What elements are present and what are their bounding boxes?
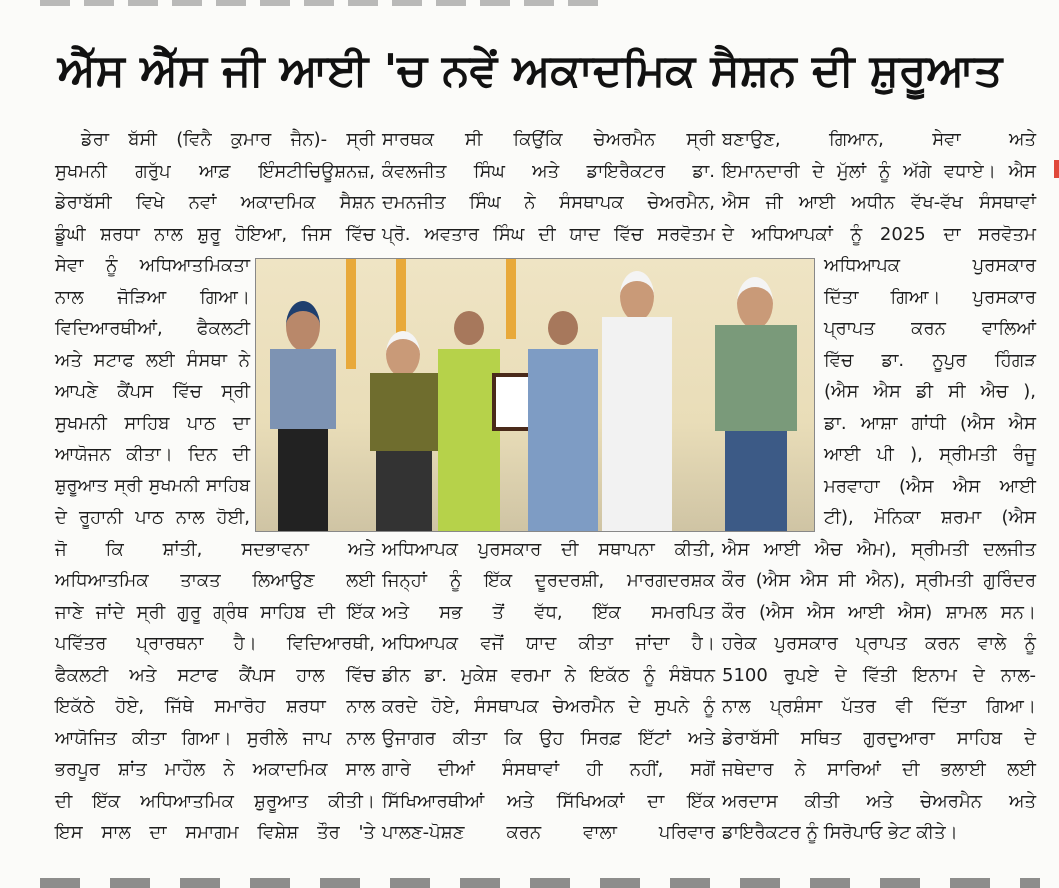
- article-line: ਇਕੱਠੇ ਹੋਏ, ਜਿੱਥੇ ਸਮਾਰੋਹ ਸ਼ਰਧਾ ਨਾਲ: [55, 696, 375, 717]
- article-line: ਨਾਲ ਜੋੜਿਆ ਗਿਆ।: [55, 286, 250, 308]
- article-line: (ਐਸ ਐਸ ਡੀ ਸੀ ਐਚ ),: [824, 381, 1036, 402]
- article-line: ਹਰੇਕ ਪੁਰਸਕਾਰ ਪ੍ਰਾਪਤ ਕਰਨ ਵਾਲੇ ਨੂੰ: [722, 633, 1036, 654]
- article-line: ਵਿਦਿਆਰਥੀਆਂ, ਫੈਕਲਟੀ: [55, 318, 250, 339]
- article-line: ਅਤੇ ਸਟਾਫ ਲਈ ਸੰਸਥਾ ਨੇ: [55, 349, 250, 371]
- article-line: ਸੁਖਮਨੀ ਸਾਹਿਬ ਪਾਠ ਦਾ: [55, 412, 250, 434]
- article-line: ਕੌਰ (ਐਸ ਐਸ ਸੀ ਐਨ), ਸ੍ਰੀਮਤੀ ਗੁਰਿੰਦਰ: [722, 570, 1036, 591]
- article-line: ਦੀ ਇੱਕ ਅਧਿਆਤਮਿਕ ਸ਼ੁਰੂਆਤ ਕੀਤੀ।: [55, 790, 375, 812]
- article-line: ਅਤੇ ਸਭ ਤੋਂ ਵੱਧ, ਇੱਕ ਸਮਰਪਿਤ: [382, 601, 715, 623]
- article-line: ਸਾਰਥਕ ਸੀ ਕਿਉਂਕਿ ਚੇਅਰਮੈਨ ਸ੍ਰੀ: [382, 129, 715, 150]
- article-line: ਡੇਰਾਬੱਸੀ ਵਿਖੇ ਨਵਾਂ ਅਕਾਦਮਿਕ ਸੈਸ਼ਨ: [55, 192, 375, 213]
- article-line: ਜੋ ਕਿ ਸ਼ਾਂਤੀ, ਸਦਭਾਵਨਾ ਅਤੇ: [55, 538, 375, 560]
- article-line: ਸੁਖਮਨੀ ਗਰੁੱਪ ਆਫ਼ ਇੰਸਟੀਚਿਊਸ਼ਨਜ਼,: [55, 160, 375, 182]
- person-figure: [266, 301, 338, 531]
- article-line: ਪ੍ਰਾਪਤ ਕਰਨ ਵਾਲਿਆਂ: [824, 318, 1036, 339]
- clipped-previous-article: [40, 0, 600, 6]
- article-line: ਪਵਿੱਤਰ ਪ੍ਰਾਰਥਨਾ ਹੈ। ਵਿਦਿਆਰਥੀ,: [55, 633, 375, 654]
- clipped-next-article: [40, 878, 1040, 888]
- person-figure: [524, 311, 602, 531]
- article-line: ਉਜਾਗਰ ਕੀਤਾ ਕਿ ਉਹ ਸਿਰਫ਼ ਇੱਟਾਂ ਅਤੇ: [382, 727, 715, 749]
- article-line: ਆਯੋਜਨ ਕੀਤਾ। ਦਿਨ ਦੀ: [55, 444, 250, 465]
- marigold-garland: [346, 259, 356, 369]
- article-line: ਡਾਇਰੈਕਟਰ ਨੂੰ ਸਿਰੋਪਾਓ ਭੇਟ ਕੀਤੇ।: [722, 822, 958, 843]
- page-edge-mark: [1054, 160, 1059, 178]
- event-photo: [255, 258, 815, 532]
- article-line: ਡਾ. ਆਸ਼ਾ ਗਾਂਧੀ (ਐਸ ਐਸ: [824, 412, 1036, 434]
- article-line: ਪਾਲਣ-ਪੋਸ਼ਣ ਕਰਨ ਵਾਲਾ ਪਰਿਵਾਰ: [382, 822, 715, 843]
- article-line: ਜਾਣੇ ਜਾਂਦੇ ਸ੍ਰੀ ਗੁਰੂ ਗ੍ਰੰਥ ਸਾਹਿਬ ਦੀ ਇੱਕ: [55, 601, 375, 623]
- article-line: ਡੇਰਾ ਬੱਸੀ (ਵਿਨੈ ਕੁਮਾਰ ਜੈਨ)- ਸ੍ਰੀ: [81, 129, 375, 150]
- article-line: ਭਰਪੂਰ ਸ਼ਾਂਤ ਮਾਹੌਲ ਨੇ ਅਕਾਦਮਿਕ ਸਾਲ: [55, 759, 375, 780]
- article-line: ਦੇ ਅਧਿਆਪਕਾਂ ਨੂੰ 2025 ਦਾ ਸਰਵੋਤਮ: [722, 223, 1036, 245]
- article-line: ਦਿੱਤਾ ਗਿਆ। ਪੁਰਸਕਾਰ: [824, 286, 1036, 308]
- article-line: ਬਣਾਉਣ, ਗਿਆਨ, ਸੇਵਾ ਅਤੇ: [722, 129, 1036, 150]
- article-line: ਡੂੰਘੀ ਸ਼ਰਧਾ ਨਾਲ ਸ਼ੁਰੂ ਹੋਇਆ, ਜਿਸ ਵਿੱਚ: [55, 223, 375, 245]
- article-line: ਸਿੱਖਿਆਰਥੀਆਂ ਅਤੇ ਸਿੱਖਿਅਕਾਂ ਦਾ ਇੱਕ: [382, 790, 715, 812]
- article-line: ਦੇ ਰੂਹਾਨੀ ਪਾਠ ਨਾਲ ਹੋਈ,: [55, 507, 250, 528]
- article-line: ਐਸ ਆਈ ਐਚ ਐਮ), ਸ੍ਰੀਮਤੀ ਦਲਜੀਤ: [722, 538, 1036, 560]
- article-line: ਅਧਿਆਪਕ ਪੁਰਸਕਾਰ ਦੀ ਸਥਾਪਨਾ ਕੀਤੀ,: [382, 538, 715, 560]
- article-line: ਪ੍ਰੋ. ਅਵਤਾਰ ਸਿੰਘ ਦੀ ਯਾਦ ਵਿੱਚ ਸਰਵੋਤਮ: [382, 223, 715, 245]
- article-line: ਕਰਦੇ ਹੋਏ, ਸੰਸਥਾਪਕ ਚੇਅਰਮੈਨ ਦੇ ਸੁਪਨੇ ਨੂੰ: [382, 696, 715, 717]
- article-line: ਕੌਰ (ਐਸ ਐਸ ਆਈ ਐਸ) ਸ਼ਾਮਲ ਸਨ।: [722, 601, 1036, 623]
- article-line: ਗਾਰੇ ਦੀਆਂ ਸੰਸਥਾਵਾਂ ਹੀ ਨਹੀਂ, ਸਗੋਂ: [382, 759, 715, 780]
- article-line: ਇਮਾਨਦਾਰੀ ਦੇ ਮੁੱਲਾਂ ਨੂੰ ਅੱਗੇ ਵਧਾਏ। ਐਸ: [722, 160, 1036, 182]
- article-line: ਫੈਕਲਟੀ ਅਤੇ ਸਟਾਫ ਕੈਂਪਸ ਹਾਲ ਵਿੱਚ: [55, 664, 375, 686]
- article-line: ਆਪਣੇ ਕੈਂਪਸ ਵਿੱਚ ਸ੍ਰੀ: [55, 381, 250, 402]
- article-line: ਦਮਨਜੀਤ ਸਿੰਘ ਨੇ ਸੰਸਥਾਪਕ ਚੇਅਰਮੈਨ,: [382, 192, 715, 213]
- article-line: ਸ਼ੁਰੂਆਤ ਸ੍ਰੀ ਸੁਖਮਨੀ ਸਾਹਿਬ: [55, 475, 250, 496]
- article-line: ਮਰਵਾਹਾ (ਐਸ ਐਸ ਆਈ: [824, 475, 1036, 497]
- article-line: ਟੀ), ਮੋਨਿਕਾ ਸ਼ਰਮਾ (ਐਸ: [824, 507, 1036, 528]
- article-line: ਆਈ ਪੀ ), ਸ੍ਰੀਮਤੀ ਰੰਜੂ: [824, 444, 1036, 465]
- article-line: ਜਿਨ੍ਹਾਂ ਨੂੰ ਇੱਕ ਦੂਰਦਰਸ਼ੀ, ਮਾਰਗਦਰਸ਼ਕ: [382, 570, 715, 591]
- article-line: ਨਾਲ ਪ੍ਰਸ਼ੰਸਾ ਪੱਤਰ ਵੀ ਦਿੱਤਾ ਗਿਆ।: [722, 696, 1036, 717]
- article-line: ਵਿੱਚ ਡਾ. ਨੂਪੁਰ ਹਿੰਗੜ: [824, 349, 1036, 371]
- article-line: ਡੀਨ ਡਾ. ਮੁਕੇਸ਼ ਵਰਮਾ ਨੇ ਇਕੱਠ ਨੂੰ ਸੰਬੋਧਨ: [382, 664, 715, 686]
- article-line: ਅਧਿਆਤਮਿਕ ਤਾਕਤ ਲਿਆਉਣ ਲਈ: [55, 570, 375, 591]
- article-line: ਅਰਦਾਸ ਕੀਤੀ ਅਤੇ ਚੇਅਰਮੈਨ ਅਤੇ: [722, 790, 1036, 812]
- headline: ਐੱਸ ਐੱਸ ਜੀ ਆਈ 'ਚ ਨਵੇਂ ਅਕਾਦਮਿਕ ਸੈਸ਼ਨ ਦੀ ਸ਼ੁਰੂਆਤ: [57, 45, 1003, 96]
- article-line: ਸੇਵਾ ਨੂੰ ਅਧਿਆਤਮਿਕਤਾ: [55, 255, 250, 276]
- article-line: 5100 ਰੁਪਏ ਦੇ ਵਿੱਤੀ ਇਨਾਮ ਦੇ ਨਾਲ-: [722, 664, 1036, 686]
- person-figure: [711, 277, 801, 531]
- article-line: ਐਸ ਜੀ ਆਈ ਅਧੀਨ ਵੱਖ-ਵੱਖ ਸੰਸਥਾਵਾਂ: [722, 192, 1036, 213]
- article-line: ਕੰਵਲਜੀਤ ਸਿੰਘ ਅਤੇ ਡਾਇਰੈਕਟਰ ਡਾ.: [382, 160, 715, 182]
- person-figure: [596, 271, 676, 531]
- article-line: ਅਧਿਆਪਕ ਵਜੋਂ ਯਾਦ ਕੀਤਾ ਜਾਂਦਾ ਹੈ।: [382, 633, 715, 654]
- article-line: ਆਯੋਜਿਤ ਕੀਤਾ ਗਿਆ। ਸੁਰੀਲੇ ਜਾਪ ਨਾਲ: [55, 727, 375, 749]
- article-line: ਅਧਿਆਪਕ ਪੁਰਸਕਾਰ: [824, 255, 1036, 276]
- marigold-garland: [506, 259, 516, 339]
- article-line: ਇਸ ਸਾਲ ਦਾ ਸਮਾਗਮ ਵਿਸ਼ੇਸ਼ ਤੌਰ 'ਤੇ: [55, 822, 375, 843]
- article-line: ਡੇਰਾਬੱਸੀ ਸਥਿਤ ਗੁਰਦੁਆਰਾ ਸਾਹਿਬ ਦੇ: [722, 727, 1036, 749]
- person-figure: [366, 331, 441, 531]
- article-line: ਜਥੇਦਾਰ ਨੇ ਸਾਰਿਆਂ ਦੀ ਭਲਾਈ ਲਈ: [722, 759, 1036, 780]
